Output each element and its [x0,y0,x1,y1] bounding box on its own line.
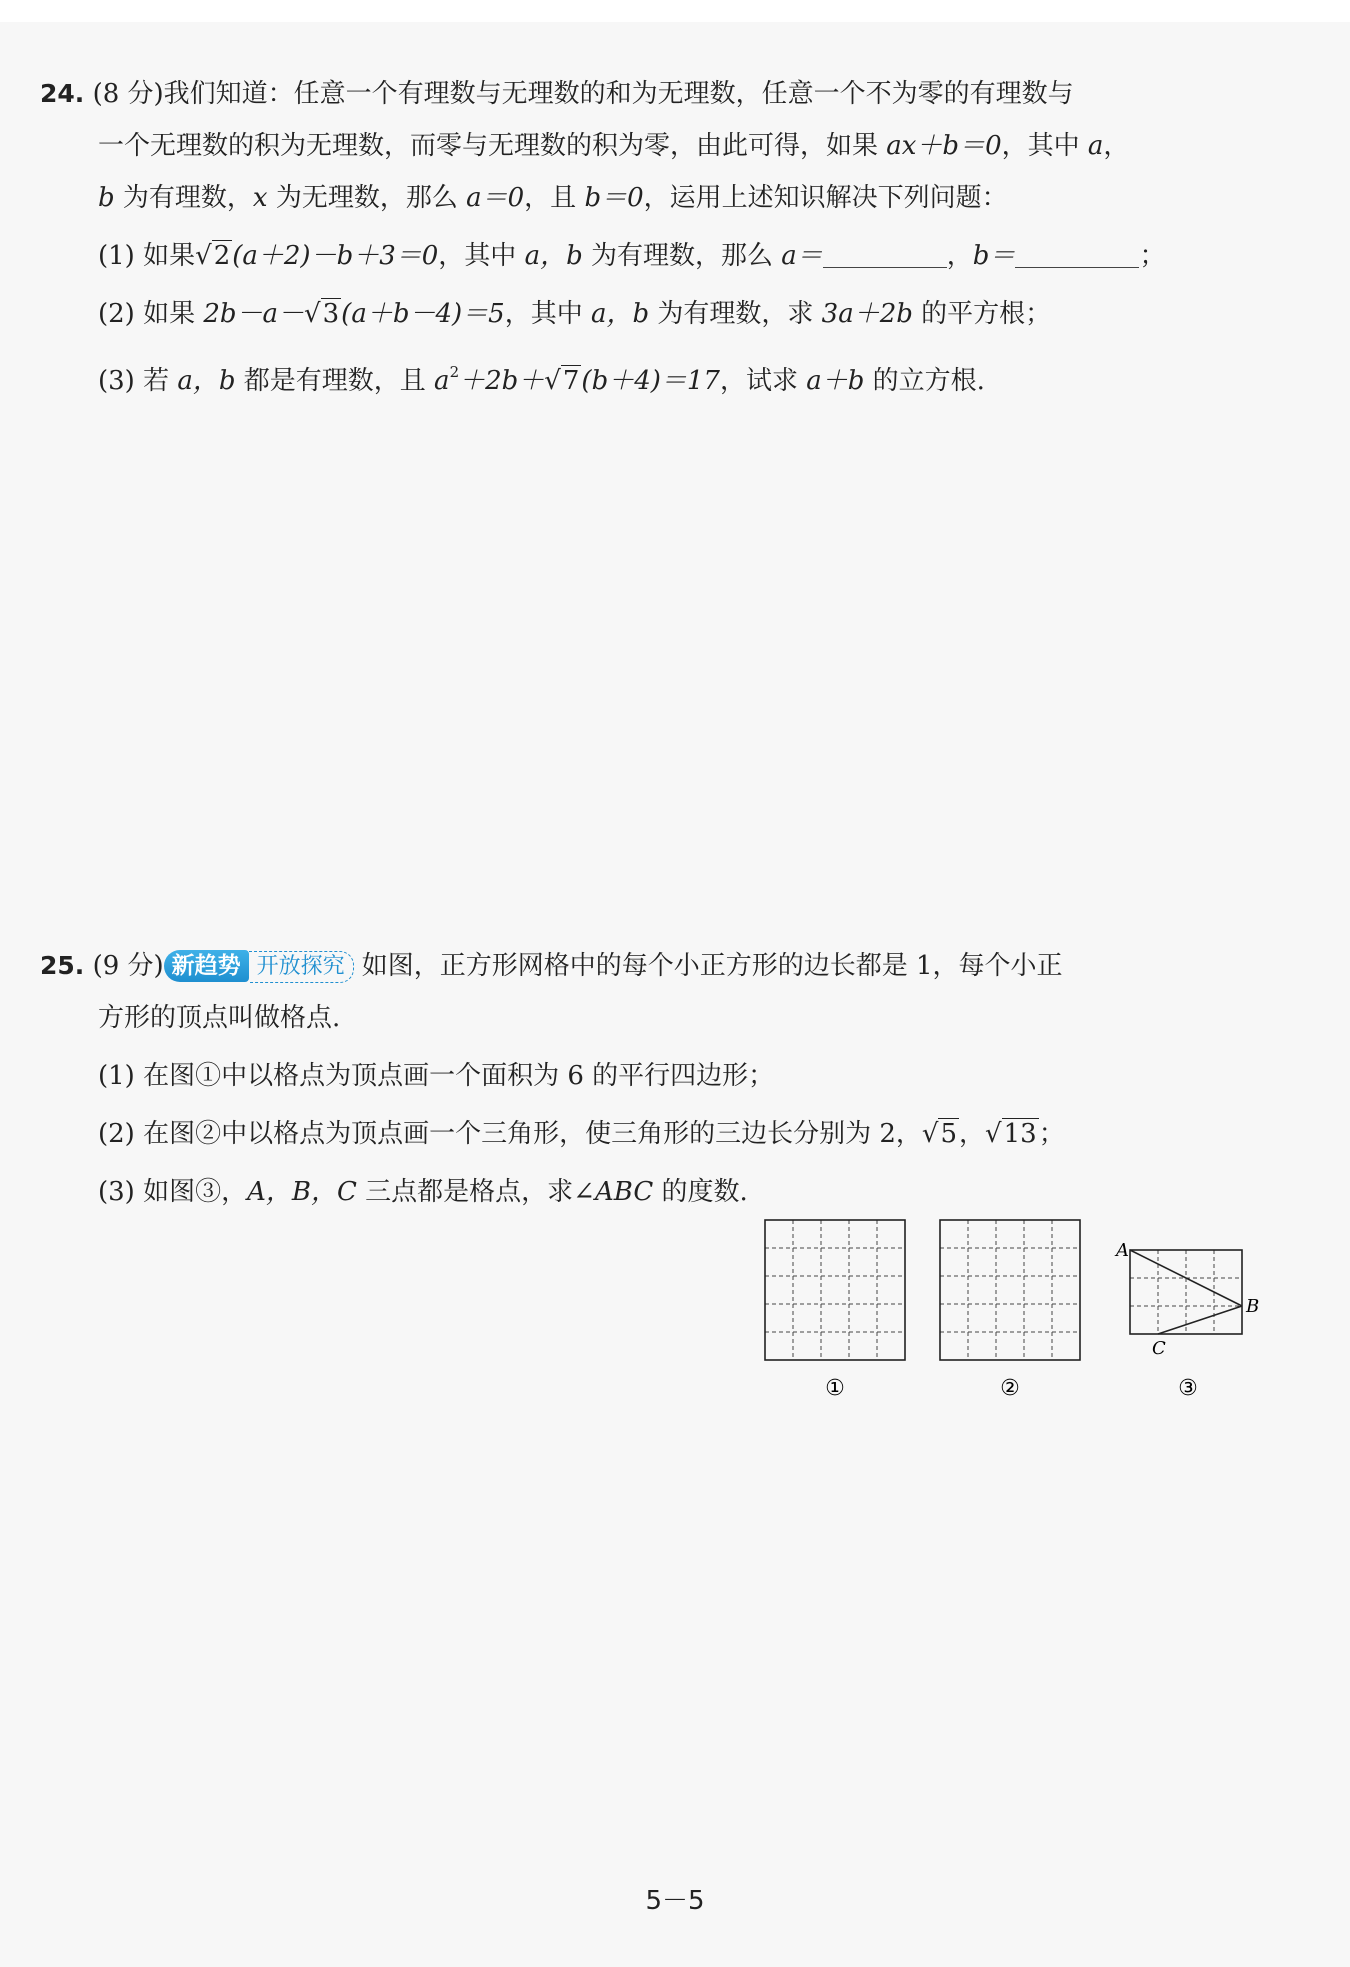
math-expression: b＝0 [584,183,644,213]
grid-figure-3 [1114,1240,1259,1359]
problem-text: ； [1139,241,1166,271]
subquestion-3 [40,1166,1280,1218]
point-label-b: B [1246,1296,1260,1317]
sqrt-expression [304,298,341,329]
math-variable: A，B，C [247,1177,357,1207]
math-expression: ax＋b＝0 [886,131,1002,161]
problem-text: 一个无理数的积为无理数，而零与无理数的积为零，由此可得，如果 [98,131,887,161]
problem-text: ， [959,1119,986,1149]
problem-number: 25. [40,951,85,980]
problem-text: ，试求 [719,366,807,396]
problem-text: (2) 在图②中以格点为顶点画一个三角形，使三角形的三边长分别为 2， [98,1119,922,1149]
problem-points: (8 分) [92,79,164,109]
problem-text: (1) 在图①中以格点为顶点画一个面积为 6 的平行四边形； [98,1061,775,1091]
problem-number: 24. [40,79,85,108]
math-variable: a，b [177,366,236,396]
radical-sign: √ [985,1119,1002,1149]
point-label-c: C [1152,1338,1166,1359]
grid-border [940,1220,1080,1360]
problem-text: ，其中 [504,299,591,329]
figure-label-1: ① [825,1376,845,1401]
problem-text: ； [1038,1119,1065,1149]
problem-text: ，其中 [438,241,525,271]
subquestion-3 [40,346,1280,407]
subquestion-2 [40,288,1280,340]
grid-figure-2 [940,1220,1080,1360]
radical-sign: √ [195,241,212,271]
exponent: 2 [449,363,460,381]
problem-25-line-2 [40,992,1280,1044]
page-number: 5－5 [645,1886,705,1916]
problem-text: ， [1103,131,1130,161]
problem-text: 为有理数，那么 [582,241,782,271]
math-expression: (a＋b－4)＝5 [341,299,505,329]
radicand: 13 [1003,1119,1037,1149]
radicand: 5 [940,1119,958,1149]
problem-text: 方形的顶点叫做格点. [98,1003,341,1033]
sqrt-expression [195,240,232,271]
math-variable: a，b [590,299,650,329]
problem-points: (9 分) [92,951,164,981]
math-expression: (a＋2)－b＋3＝0 [232,241,439,271]
problem-text: 如图，正方形网格中的每个小正方形的边长都是 1，每个小正 [361,951,1063,981]
problem-text: 为无理数，那么 [267,183,467,213]
radical-sign: √ [304,299,321,329]
subquestion-2 [40,1108,1280,1160]
radicand: 2 [213,241,231,271]
math-expression: a＝0 [466,183,525,213]
subquestion-1 [40,1050,1280,1102]
problem-24-line-3 [40,172,1280,224]
point-label-a: A [1116,1240,1129,1261]
problem-text: ，其中 [1001,131,1088,161]
math-variable: a [434,366,450,396]
trend-badge: 新趋势 [164,950,249,982]
problem-24-line-2 [40,120,1280,172]
problem-text: 我们知道：任意一个有理数与无理数的和为无理数，任意一个不为零的有理数与 [163,79,1074,109]
grid-border [765,1220,905,1360]
subquestion-label: (1) 如果 [98,241,196,271]
problem-24 [40,68,1280,407]
sqrt-expression [985,1118,1039,1149]
math-expression: ABC [594,1177,654,1207]
problem-text: ， [946,241,973,271]
problem-text: 为有理数，求 [649,299,822,329]
math-variable: a [1087,131,1104,161]
subquestion-label: (3) 如图③， [98,1177,248,1207]
sqrt-expression [922,1118,959,1149]
math-expression: b＝ [972,241,1016,271]
answer-blank-a[interactable] [823,237,947,268]
radical-sign: √ [544,366,561,396]
problem-text: 的度数. [653,1177,748,1207]
problem-text: 的平方根； [912,299,1052,329]
figure-label-3: ③ [1178,1376,1198,1401]
grid-figure-1 [765,1220,905,1360]
problem-25-line-1 [40,940,1280,992]
math-expression: 2b－a－ [203,299,305,329]
problem-text: ，运用上述知识解决下列问题： [643,183,1008,213]
sqrt-expression [544,365,581,396]
math-expression: a＝ [781,241,823,271]
segment-cb [1158,1306,1242,1334]
page-top-band [0,0,1350,22]
math-variable: a，b [524,241,583,271]
problem-text: ，且 [524,183,585,213]
subquestion-label: (2) 如果 [98,299,204,329]
problem-25 [40,940,1280,1218]
problem-text: 都是有理数，且 [235,366,435,396]
math-expression: ＋2b＋ [459,366,545,396]
math-variable: x [252,183,268,213]
figure-label-2: ② [1000,1376,1020,1401]
problem-text: 为有理数， [114,183,253,213]
math-expression: 3a＋2b [821,299,913,329]
problem-24-line-1 [40,68,1280,120]
radicand: 7 [562,366,580,396]
answer-blank-b[interactable] [1015,237,1139,268]
math-variable: b [98,183,115,213]
math-expression: (b＋4)＝17 [581,366,720,396]
radical-sign: √ [921,1119,939,1149]
problem-text: 的立方根. [864,366,985,396]
radicand: 3 [322,299,340,329]
grid-3-lines [1130,1250,1242,1334]
explore-badge: 开放探究 [249,951,354,983]
grid-figures [760,1215,1280,1415]
math-expression: a＋b [806,366,865,396]
subquestion-label: (3) 若 [98,366,178,396]
subquestion-1 [40,230,1280,282]
problem-text: 三点都是格点，求∠ [356,1177,595,1207]
